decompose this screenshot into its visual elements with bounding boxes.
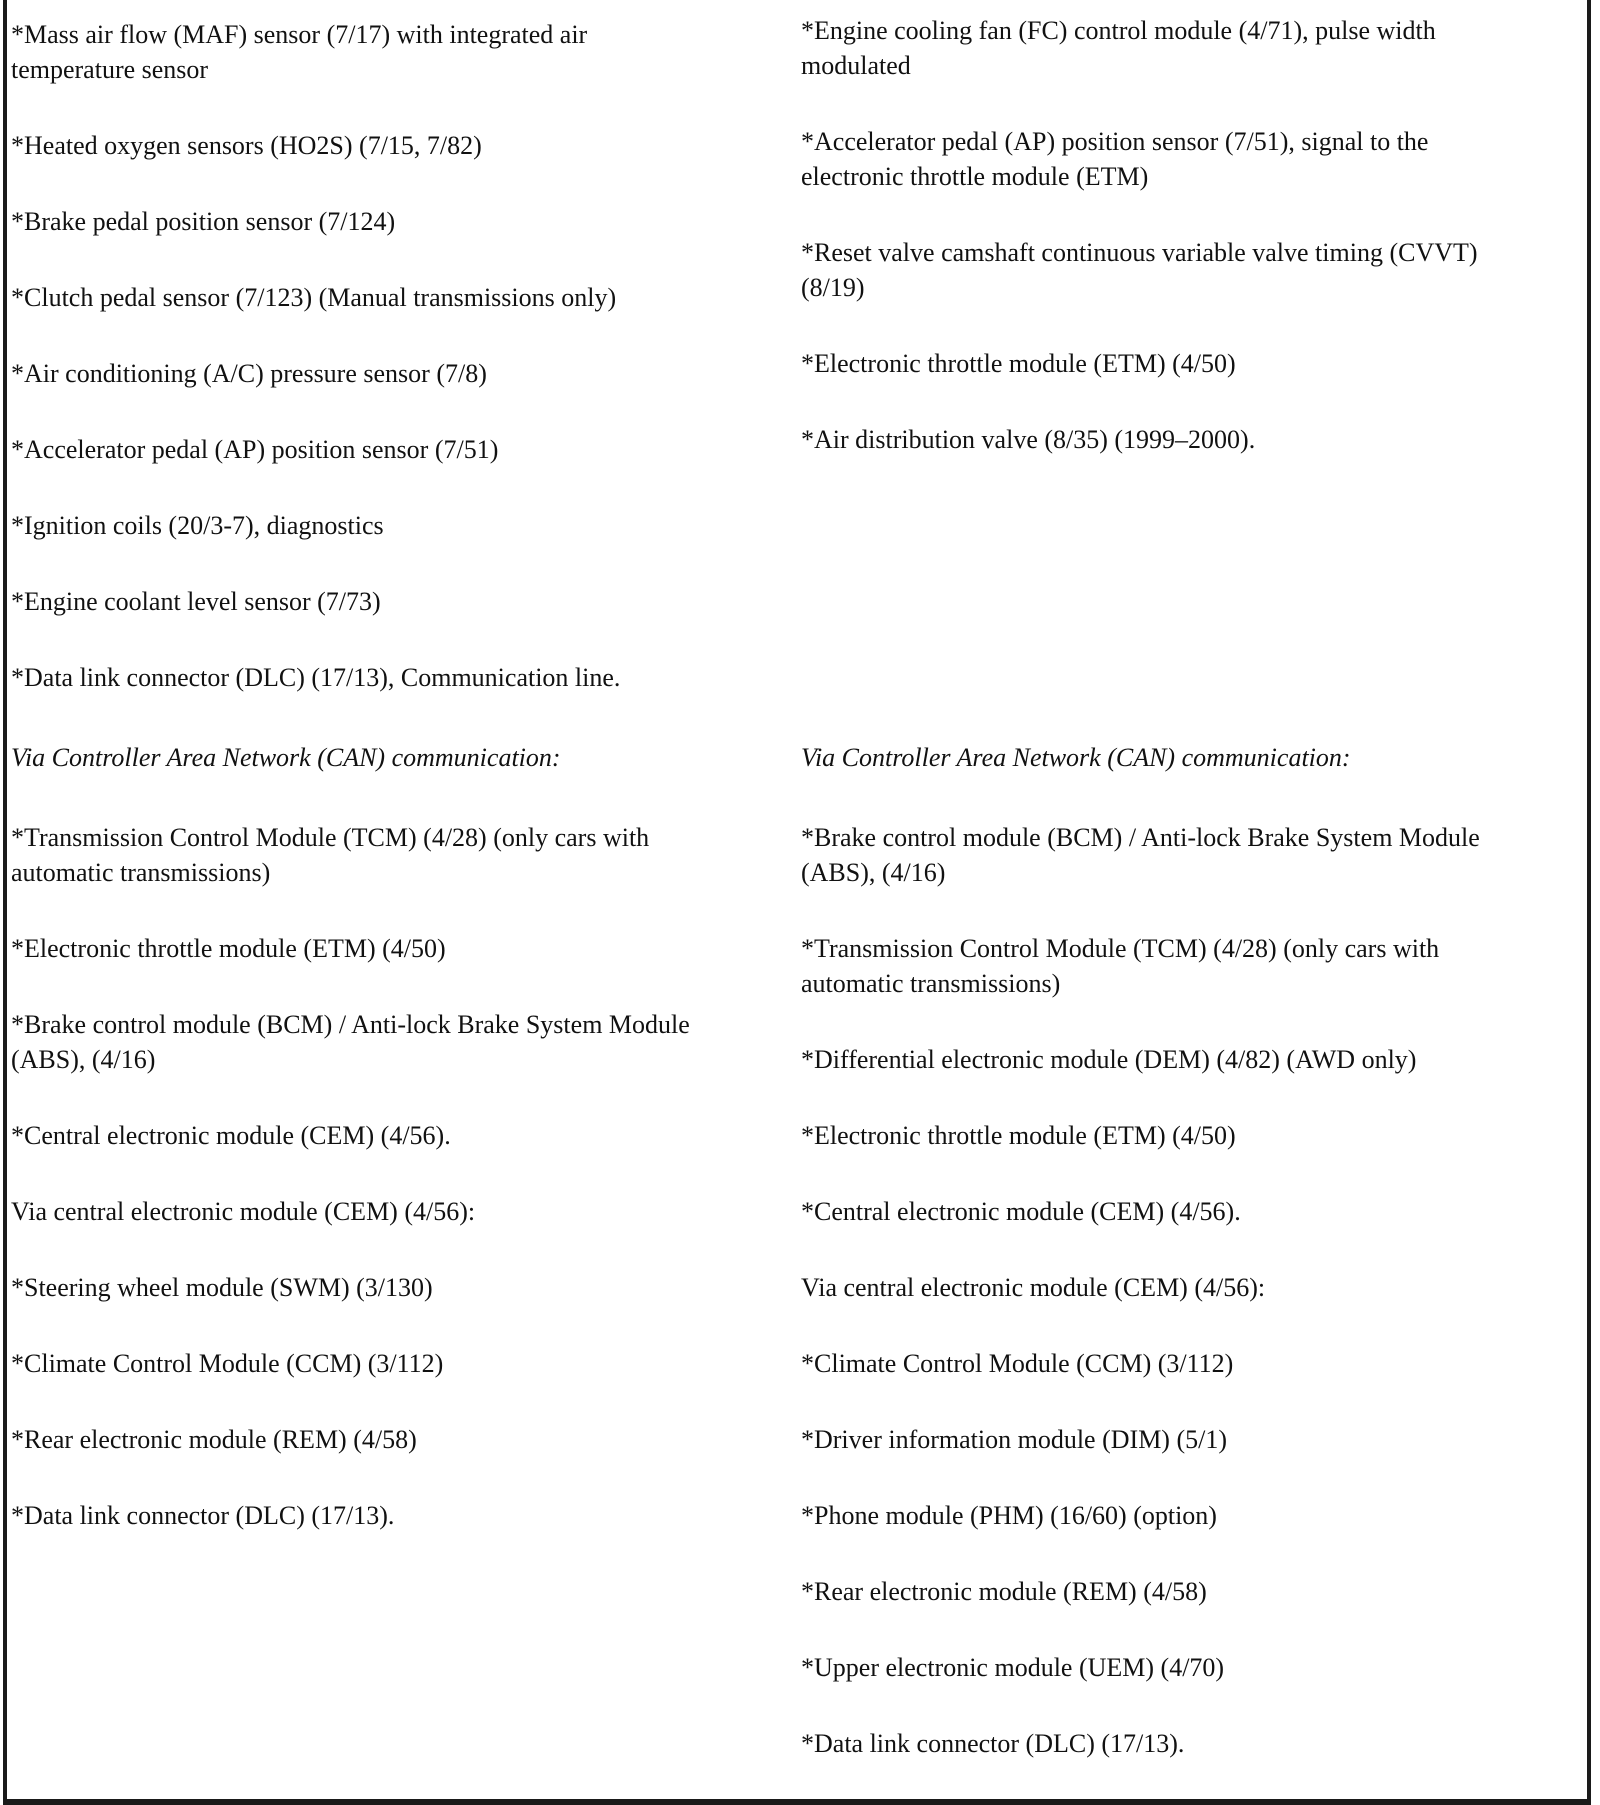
- list-item-continuation: modulated: [801, 51, 911, 80]
- list-item: *Clutch pedal sensor (7/123) (Manual transmissions only): [11, 283, 617, 312]
- list-item: *Brake pedal position sensor (7/124): [11, 207, 396, 236]
- list-item: *Data link connector (DLC) (17/13), Communication line.: [11, 663, 621, 692]
- list-item: *Phone module (PHM) (16/60) (option): [801, 1501, 1217, 1530]
- list-item: *Differential electronic module (DEM) (4/82) (AWD only): [801, 1045, 1417, 1074]
- list-item: *Engine cooling fan (FC) control module (4/71), pulse width: [801, 16, 1436, 45]
- list-item: *Brake control module (BCM) / Anti-lock Brake System Module: [801, 823, 1480, 852]
- list-item-continuation: (8/19): [801, 273, 865, 302]
- list-item: *Upper electronic module (UEM) (4/70): [801, 1653, 1225, 1682]
- section-heading: Via Controller Area Network (CAN) communication:: [801, 743, 1351, 772]
- list-item-continuation: temperature sensor: [11, 55, 209, 84]
- list-item: *Accelerator pedal (AP) position sensor (7/51): [11, 435, 499, 464]
- list-item: *Ignition coils (20/3-7), diagnostics: [11, 511, 384, 540]
- list-item: *Central electronic module (CEM) (4/56).: [801, 1197, 1241, 1226]
- list-item: *Mass air flow (MAF) sensor (7/17) with integrated air: [11, 20, 588, 49]
- list-item: *Air conditioning (A/C) pressure sensor (7/8): [11, 359, 487, 388]
- list-item-continuation: (ABS), (4/16): [801, 858, 946, 887]
- list-item: *Engine coolant level sensor (7/73): [11, 587, 381, 616]
- list-item: *Brake control module (BCM) / Anti-lock Brake System Module: [11, 1010, 690, 1039]
- list-item: *Transmission Control Module (TCM) (4/28) (only cars with: [11, 823, 650, 852]
- list-item: *Climate Control Module (CCM) (3/112): [801, 1349, 1234, 1378]
- list-item-continuation: electronic throttle module (ETM): [801, 162, 1149, 191]
- list-item: *Data link connector (DLC) (17/13).: [801, 1729, 1185, 1758]
- list-item-continuation: automatic transmissions): [11, 858, 271, 887]
- list-item-continuation: (ABS), (4/16): [11, 1045, 156, 1074]
- list-item: *Electronic throttle module (ETM) (4/50): [801, 349, 1236, 378]
- list-item: *Electronic throttle module (ETM) (4/50): [801, 1121, 1236, 1150]
- list-item: *Data link connector (DLC) (17/13).: [11, 1501, 395, 1530]
- list-item: *Rear electronic module (REM) (4/58): [11, 1425, 417, 1454]
- list-item: *Accelerator pedal (AP) position sensor (7/51), signal to the: [801, 127, 1429, 156]
- section-heading: Via central electronic module (CEM) (4/56):: [801, 1273, 1266, 1302]
- list-item: *Reset valve camshaft continuous variable valve timing (CVVT): [801, 238, 1478, 267]
- list-item: *Air distribution valve (8/35) (1999–2000).: [801, 425, 1256, 454]
- list-item: *Central electronic module (CEM) (4/56).: [11, 1121, 451, 1150]
- section-heading: Via Controller Area Network (CAN) communication:: [11, 743, 561, 772]
- list-item: *Climate Control Module (CCM) (3/112): [11, 1349, 444, 1378]
- list-item: *Heated oxygen sensors (HO2S) (7/15, 7/82): [11, 131, 482, 160]
- list-item: *Transmission Control Module (TCM) (4/28) (only cars with: [801, 934, 1440, 963]
- list-item-continuation: automatic transmissions): [801, 969, 1061, 998]
- list-item: *Steering wheel module (SWM) (3/130): [11, 1273, 433, 1302]
- section-heading: Via central electronic module (CEM) (4/56):: [11, 1197, 476, 1226]
- list-item: *Rear electronic module (REM) (4/58): [801, 1577, 1207, 1606]
- page-frame: [3, 0, 1591, 1805]
- list-item: *Electronic throttle module (ETM) (4/50): [11, 934, 446, 963]
- list-item: *Driver information module (DIM) (5/1): [801, 1425, 1228, 1454]
